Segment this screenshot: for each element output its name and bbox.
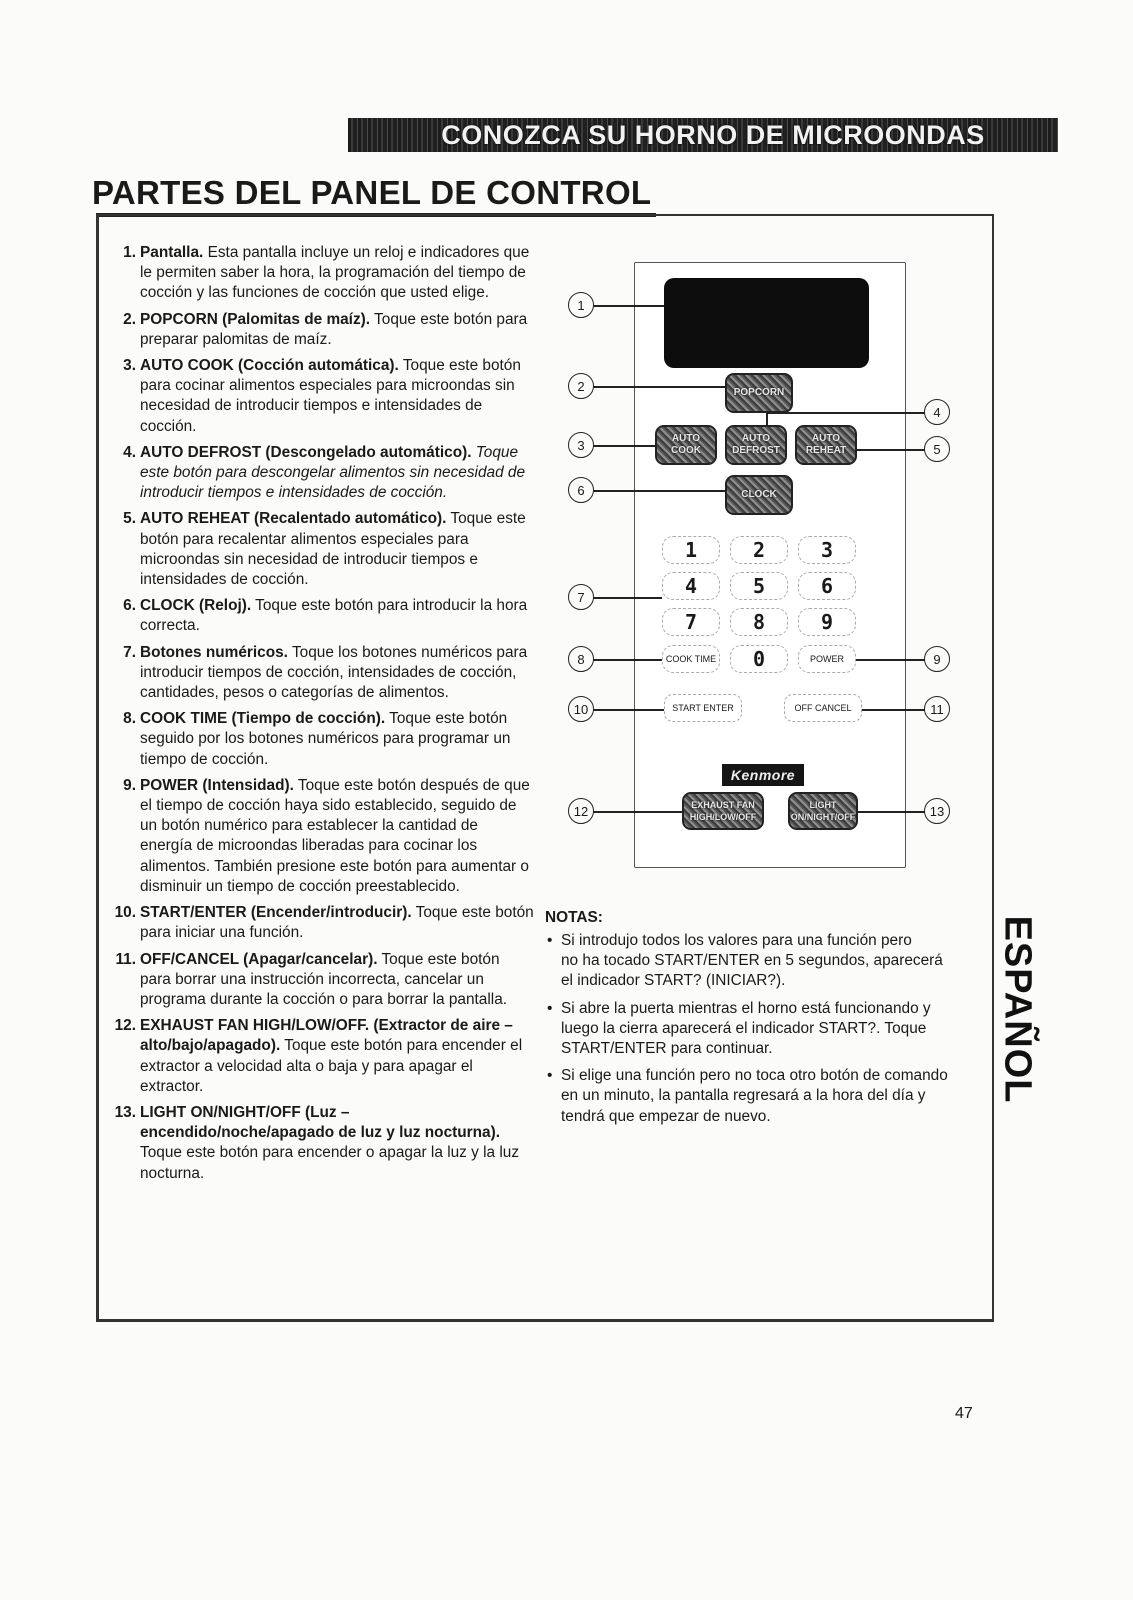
language-tab-label: ESPAÑOL xyxy=(996,915,1039,1103)
list-item: 13. LIGHT ON/NIGHT/OFF (Luz – encendido/noche/apagado de luz y luz nocturna). Toque este botón para encender o apagar la luz y la luz nocturna. xyxy=(114,1103,520,1182)
callout-5: 5 xyxy=(924,436,950,462)
notes-list xyxy=(545,931,950,1134)
page-title: PARTES DEL PANEL DE CONTROL xyxy=(92,174,652,211)
auto-defrost-button: AUTO DEFROST xyxy=(725,425,787,465)
callout-3: 3 xyxy=(568,432,594,458)
number-key: 6 xyxy=(798,572,856,600)
callout-line xyxy=(857,449,926,451)
section-banner xyxy=(348,118,1058,152)
callout-6: 6 xyxy=(568,477,594,503)
callout-line xyxy=(858,811,926,813)
callout-8: 8 xyxy=(568,646,594,672)
clock-button: CLOCK xyxy=(725,475,793,515)
list-item: 1. Pantalla. Esta pantalla incluye un reloj e indicadores que le permiten saber la hora, la programación del tiempo de cocción y las funciones de cocción que usted elige. xyxy=(123,244,530,302)
callout-9: 9 xyxy=(924,646,950,672)
callout-line xyxy=(592,445,655,447)
list-item: • Si abre la puerta mientras el horno está funcionando y luego la cierra aparecerá el indicador START?. Toque START/ENTER para continuar. xyxy=(545,999,950,1060)
callout-line xyxy=(592,305,664,307)
callout-line xyxy=(592,659,662,661)
number-key: 2 xyxy=(730,536,788,564)
banner-text: CONOZCA SU HORNO DE MICROONDAS xyxy=(441,120,985,150)
list-item: 9. POWER (Intensidad). Toque este botón después de que el tiempo de cocción haya sido establecido, seguido de un botón numérico para establecer la cantidad de energía de microondas liberadas para cocinar los alimentos. También presione este botón para aumentar o disminuir un tiempo de cocción preestablecido. xyxy=(123,776,530,895)
list-item: 3. AUTO COOK (Cocción automática). Toque este botón para cocinar alimentos especiales para microondas sin necesidad de introducir tiempos e intensidades de cocción. xyxy=(123,357,521,435)
callout-line xyxy=(592,386,725,388)
notes-heading: NOTAS: xyxy=(545,909,603,926)
callout-line xyxy=(592,709,664,711)
list-item: 6. CLOCK (Reloj). Toque este botón para introducir la hora correcta. xyxy=(123,597,528,635)
callout-line xyxy=(766,412,768,426)
light-button: LIGHT ON/NIGHT/OFF xyxy=(788,792,858,830)
number-key: 3 xyxy=(798,536,856,564)
number-key: 4 xyxy=(662,572,720,600)
callout-7: 7 xyxy=(568,584,594,610)
callout-12: 12 xyxy=(568,798,594,824)
callout-11: 11 xyxy=(924,696,950,722)
callout-1: 1 xyxy=(568,292,594,318)
callout-2: 2 xyxy=(568,373,594,399)
list-item: • Si elige una función pero no toca otro botón de comando en un minuto, la pantalla regresará a la hora del día y tendrá que empezar de nuevo. xyxy=(545,1066,950,1127)
number-key: 8 xyxy=(730,608,788,636)
auto-cook-button: AUTO COOK xyxy=(655,425,717,465)
start-enter-key: START ENTER xyxy=(664,694,742,722)
list-item: 8. COOK TIME (Tiempo de cocción). Toque este botón seguido por los botones numéricos para programar un tiempo de cocción. xyxy=(123,710,511,768)
list-item: 2. POPCORN (Palomitas de maíz). Toque este botón para preparar palomitas de maíz. xyxy=(123,310,528,348)
off-cancel-key: OFF CANCEL xyxy=(784,694,862,722)
list-item: 10. START/ENTER (Encender/introducir). Toque este botón para iniciar una función. xyxy=(114,904,534,942)
list-item: 11. OFF/CANCEL (Apagar/cancelar). Toque este botón para borrar una instrucción incorrecta, cancelar un programa durante la cocción o para borrar la pantalla. xyxy=(115,950,508,1008)
popcorn-button: POPCORN xyxy=(725,373,793,413)
exhaust-fan-button: EXHAUST FAN HIGH/LOW/OFF xyxy=(682,792,764,830)
callout-line xyxy=(766,412,926,414)
number-key: 5 xyxy=(730,572,788,600)
callout-10: 10 xyxy=(568,696,594,722)
parts-list xyxy=(102,243,534,1190)
brand-logo: Kenmore xyxy=(722,764,804,786)
page-number: 47 xyxy=(955,1405,973,1422)
callout-13: 13 xyxy=(924,798,950,824)
cook-time-key: COOK TIME xyxy=(662,645,720,673)
auto-reheat-button: AUTO REHEAT xyxy=(795,425,857,465)
list-item: 5. AUTO REHEAT (Recalentado automático). Toque este botón para recalentar alimentos especiales para microondas sin necesidad de introducir tiempos e intensidades de cocción. xyxy=(123,510,526,589)
number-key: 1 xyxy=(662,536,720,564)
callout-line xyxy=(862,709,926,711)
list-item: • Si introdujo todos los valores para una función pero no ha tocado START/ENTER en 5 segundos, aparecerá el indicador START? (INICIAR?). xyxy=(545,931,950,992)
callout-line xyxy=(856,659,926,661)
language-tab xyxy=(990,915,1044,1103)
power-key: POWER xyxy=(798,645,856,673)
list-item: 4. AUTO DEFROST (Descongelado automático). Toque este botón para descongelar alimentos sin necesidad de introducir tiempos e intensidades de cocción. xyxy=(123,443,526,502)
list-item: 7. Botones numéricos. Toque los botones numéricos para introducir tiempos de cocción, intensidades de cocción, cantidades, pesos o categorías de alimentos. xyxy=(123,643,528,702)
number-key: 9 xyxy=(798,608,856,636)
callout-4: 4 xyxy=(924,399,950,425)
number-key: 0 xyxy=(730,645,788,673)
callout-line xyxy=(592,811,682,813)
list-item: 12. EXHAUST FAN HIGH/LOW/OFF. (Extractor de aire – alto/bajo/apagado). Toque este botón para encender el extractor a velocidad alta o baja y para apagar el extractor. xyxy=(114,1017,523,1095)
number-key: 7 xyxy=(662,608,720,636)
callout-line xyxy=(592,490,725,492)
callout-line xyxy=(592,597,662,599)
panel-display xyxy=(664,278,869,368)
